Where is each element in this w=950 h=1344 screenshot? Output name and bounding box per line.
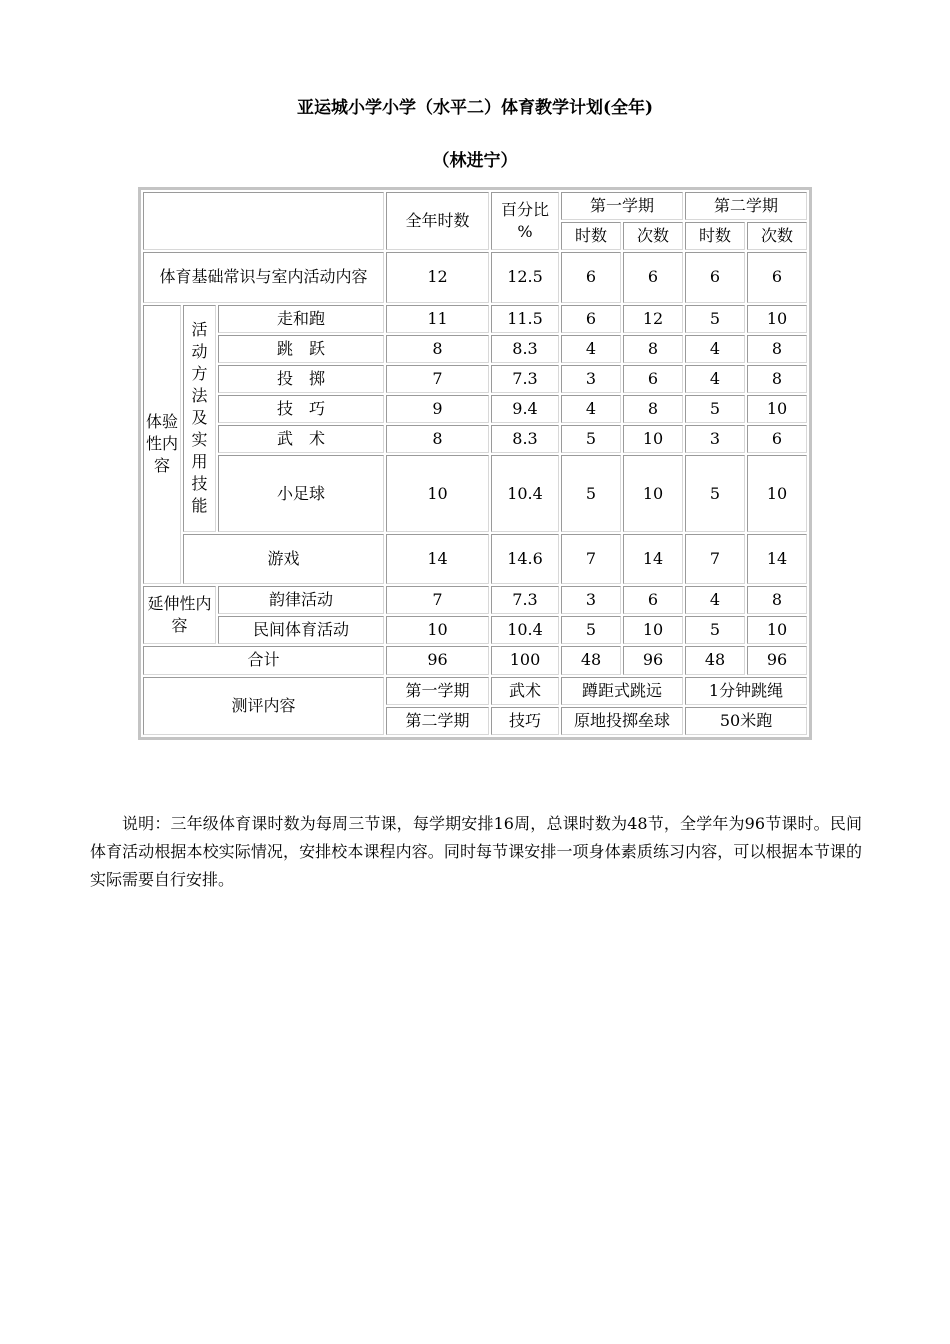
- row-label-total: 合计: [143, 646, 384, 674]
- cell-value: 48: [685, 646, 745, 674]
- cell-value: 8: [747, 586, 807, 614]
- cell-value: 12: [386, 252, 489, 302]
- cell-value: 6: [561, 305, 621, 333]
- header-year-hours: 全年时数: [386, 192, 489, 250]
- cell-value: 4: [685, 586, 745, 614]
- cell-value: 10: [747, 455, 807, 531]
- cell-value: 12.5: [491, 252, 559, 302]
- cell-value: 8: [386, 335, 489, 363]
- assessment-item: 1分钟跳绳: [685, 677, 807, 705]
- cell-value: 6: [685, 252, 745, 302]
- row-group-experience: 体验性内容: [143, 305, 181, 585]
- cell-value: 8.3: [491, 425, 559, 453]
- assessment-item: 技巧: [491, 707, 559, 735]
- cell-value: 5: [561, 425, 621, 453]
- cell-value: 4: [685, 365, 745, 393]
- row-label: 技 巧: [218, 395, 384, 423]
- row-label: 韵律活动: [218, 586, 384, 614]
- table-row: [143, 455, 807, 531]
- row-label: 民间体育活动: [218, 616, 384, 644]
- row-subgroup-skills: 活动方法及实用技能: [183, 305, 216, 532]
- cell-value: 10.4: [491, 616, 559, 644]
- cell-value: 5: [561, 616, 621, 644]
- cell-value: 96: [623, 646, 683, 674]
- table-row: [143, 616, 807, 644]
- cell-value: 6: [623, 252, 683, 302]
- cell-value: 8: [623, 395, 683, 423]
- header-corner-cell: [143, 192, 384, 250]
- cell-value: 11.5: [491, 305, 559, 333]
- row-group-extension: 延伸性内容: [143, 586, 216, 644]
- row-label: 小足球: [218, 455, 384, 531]
- table-row: [143, 395, 807, 423]
- cell-value: 8: [747, 365, 807, 393]
- header-term1-times: 次数: [623, 222, 683, 250]
- cell-value: 3: [561, 586, 621, 614]
- cell-value: 7.3: [491, 365, 559, 393]
- cell-value: 12: [623, 305, 683, 333]
- assessment-term: 第二学期: [386, 707, 489, 735]
- cell-value: 9.4: [491, 395, 559, 423]
- teaching-plan-table: [138, 187, 812, 740]
- cell-value: 10: [623, 616, 683, 644]
- table-row: [143, 252, 807, 302]
- cell-value: 10: [623, 425, 683, 453]
- row-label: 走和跑: [218, 305, 384, 333]
- header-term2-hours: 时数: [685, 222, 745, 250]
- header-term2: 第二学期: [685, 192, 807, 220]
- cell-value: 6: [561, 252, 621, 302]
- row-label: 跳 跃: [218, 335, 384, 363]
- table-row: [143, 335, 807, 363]
- cell-value: 100: [491, 646, 559, 674]
- cell-value: 14: [623, 534, 683, 584]
- table-row: [143, 305, 807, 333]
- table-row: [143, 586, 807, 614]
- header-percent: [491, 192, 559, 250]
- assessment-item: 50米跑: [685, 707, 807, 735]
- cell-value: 5: [685, 305, 745, 333]
- header-percent-label: 百分比: [500, 200, 549, 220]
- cell-value: 5: [685, 395, 745, 423]
- cell-value: 8.3: [491, 335, 559, 363]
- cell-value: 10.4: [491, 455, 559, 531]
- table-row: [143, 365, 807, 393]
- assessment-item: 蹲距式跳远: [561, 677, 683, 705]
- table-row: [143, 534, 807, 584]
- cell-value: 96: [747, 646, 807, 674]
- cell-value: 3: [685, 425, 745, 453]
- document-author: （林进宁）: [432, 151, 518, 171]
- row-label-assessment: 测评内容: [143, 677, 384, 735]
- cell-value: 4: [685, 335, 745, 363]
- cell-value: 96: [386, 646, 489, 674]
- row-label: 投 掷: [218, 365, 384, 393]
- table-row: [143, 425, 807, 453]
- row-label-basic: 体育基础常识与室内活动内容: [143, 252, 384, 302]
- cell-value: 6: [747, 425, 807, 453]
- cell-value: 10: [747, 395, 807, 423]
- plan-note: 说明：三年级体育课时数为每周三节课，每学期安排16周，总课时数为48节，全学年为96节课时。民间体育活动根据本校实际情况，安排校本课程内容。同时每节课安排一项身体素质练习内容，可以根据本节课的实际需要自行安排。: [90, 814, 862, 889]
- cell-value: 9: [386, 395, 489, 423]
- cell-value: 8: [623, 335, 683, 363]
- header-term2-times: 次数: [747, 222, 807, 250]
- cell-value: 10: [386, 455, 489, 531]
- cell-value: 10: [747, 305, 807, 333]
- cell-value: 5: [685, 455, 745, 531]
- cell-value: 7: [561, 534, 621, 584]
- document-title: 亚运城小学小学（水平二）体育教学计划(全年): [296, 98, 654, 118]
- assessment-item: 原地投掷垒球: [561, 707, 683, 735]
- cell-value: 8: [386, 425, 489, 453]
- cell-value: 4: [561, 335, 621, 363]
- cell-value: 7: [685, 534, 745, 584]
- cell-value: 5: [561, 455, 621, 531]
- table-row-total: [143, 646, 807, 674]
- cell-value: 5: [685, 616, 745, 644]
- table-row-assessment: [143, 677, 807, 705]
- header-term1-hours: 时数: [561, 222, 621, 250]
- row-label: 武 术: [218, 425, 384, 453]
- cell-value: 14: [386, 534, 489, 584]
- cell-value: 10: [747, 616, 807, 644]
- assessment-item: 武术: [491, 677, 559, 705]
- cell-value: 6: [623, 365, 683, 393]
- cell-value: 6: [747, 252, 807, 302]
- cell-value: 14.6: [491, 534, 559, 584]
- cell-value: 6: [623, 586, 683, 614]
- header-percent-unit: %: [517, 222, 533, 242]
- header-term1: 第一学期: [561, 192, 683, 220]
- cell-value: 48: [561, 646, 621, 674]
- cell-value: 10: [623, 455, 683, 531]
- cell-value: 7.3: [491, 586, 559, 614]
- cell-value: 14: [747, 534, 807, 584]
- cell-value: 8: [747, 335, 807, 363]
- cell-value: 7: [386, 365, 489, 393]
- assessment-term: 第一学期: [386, 677, 489, 705]
- cell-value: 4: [561, 395, 621, 423]
- cell-value: 10: [386, 616, 489, 644]
- cell-value: 3: [561, 365, 621, 393]
- cell-value: 11: [386, 305, 489, 333]
- cell-value: 7: [386, 586, 489, 614]
- row-label-games: 游戏: [183, 534, 384, 584]
